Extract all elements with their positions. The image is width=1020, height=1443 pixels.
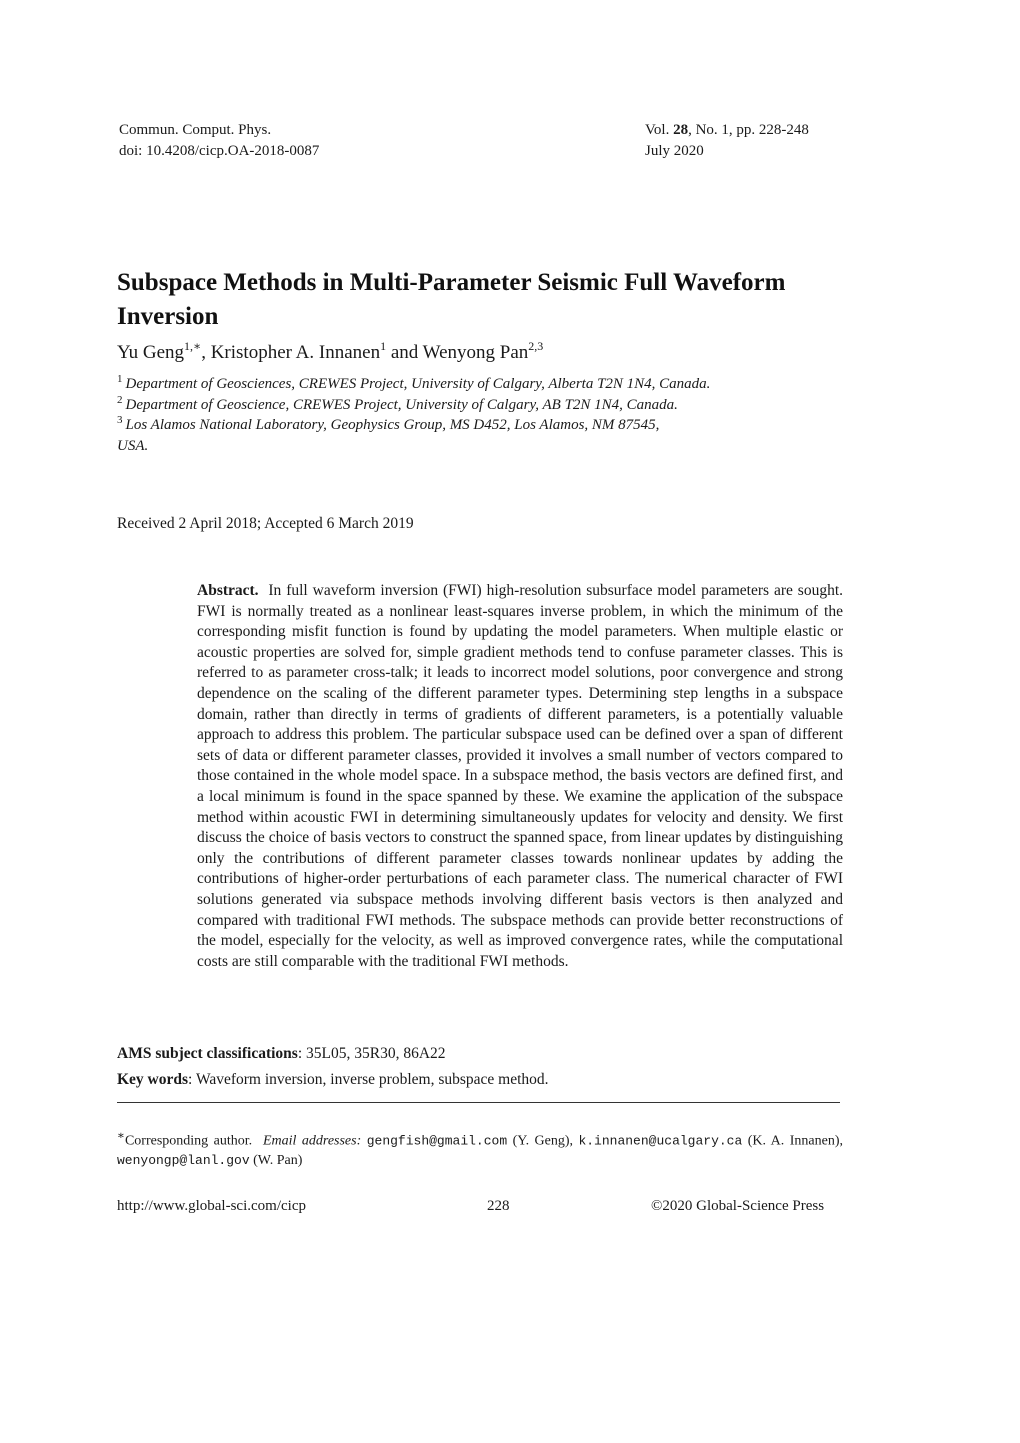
footnote: ∗Corresponding author. Email addresses: gengfish@gmail.com (Y. Geng), k.innanen@ucalgary.ca (K. A. Innanen), wenyongp@lanl.gov (W. Pan) bbox=[117, 1129, 843, 1168]
ams-classifications: AMS subject classifications: 35L05, 35R30, 86A22 bbox=[117, 1045, 446, 1062]
email-link[interactable]: wenyongp@lanl.gov bbox=[117, 1152, 250, 1168]
email-label: Email addresses: bbox=[263, 1133, 362, 1149]
doi: doi: 10.4208/cicp.OA-2018-0087 bbox=[119, 143, 320, 159]
affiliation: $^1$ Department of Geosciences, CREWES Project, University of Calgary, Alberta T2N 1N4, Canada. bbox=[117, 373, 711, 392]
received-dates: Received 2 April 2018; Accepted 6 March 2019 bbox=[117, 515, 414, 532]
journal-url[interactable]: http://www.global-sci.com/cicp bbox=[117, 1198, 306, 1214]
affiliations bbox=[117, 374, 717, 456]
footnote-divider bbox=[117, 1102, 840, 1103]
affiliation: $^2$ Department of Geoscience, CREWES Project, University of Calgary, AB T2N 1N4, Canada. bbox=[117, 393, 678, 413]
email-link[interactable]: gengfish@gmail.com bbox=[366, 1133, 508, 1149]
author-name: Wenyong Pan bbox=[422, 342, 529, 363]
author-affiliation-mark: 2,3 bbox=[528, 339, 544, 353]
issue-date: July 2020 bbox=[645, 143, 704, 159]
abstract bbox=[197, 581, 843, 972]
author-affiliation-mark: 1,∗ bbox=[184, 339, 202, 353]
author-name: Yu Geng bbox=[117, 342, 185, 363]
keywords: Key words: Waveform inversion, inverse problem, subspace method. bbox=[117, 1071, 549, 1088]
author-list: Yu Geng$^{1,∗}$, Kristopher A. Innanen$^1$ and Wenyong Pan$^{2,3}$ bbox=[117, 339, 544, 363]
author-affiliation-mark: 1 bbox=[380, 339, 387, 353]
paper-title: Subspace Methods in Multi-Parameter Seismic Full Waveform Inversion bbox=[117, 269, 786, 330]
volume-info: Vol. 28, No. 1, pp. 228-248 bbox=[645, 122, 809, 138]
author-name: Kristopher A. Innanen bbox=[210, 342, 381, 363]
abstract-label: Abstract. bbox=[197, 582, 259, 599]
journal-name: Commun. Comput. Phys. bbox=[119, 122, 272, 138]
page-number: 228 bbox=[487, 1198, 510, 1214]
email-link[interactable]: k.innanen@ucalgary.ca bbox=[578, 1133, 743, 1149]
journal-header-left bbox=[119, 120, 319, 162]
volume-number: 28 bbox=[673, 122, 689, 138]
journal-header-right bbox=[645, 120, 809, 162]
copyright: ©2020 Global-Science Press bbox=[651, 1198, 825, 1214]
abstract-text: In full waveform inversion (FWI) high-resolution subsurface model parameters are sought. FWI is normally treated as a nonlinear least-squares inverse problem, in which the minimum of the corresponding misfit function is found by updating the model parameters. When multiple elastic or acoustic properties are solved for, simple gradient methods tend to confuse parameter classes. This is referred to as parameter cross-talk; it leads to incorrect model solutions, poor convergence and strong dependence on the scaling of the different parameter types. Determining step lengths in a subspace domain, rather than directly in terms of gradients of different parameters, is a potentially valuable approach to address this problem. The particular subspace used can be defined over a span of different sets of data or different parameter classes, provided it involves a small number of vectors compared to those contained in the whole model space. In a subspace method, the basis vectors are defined first, and a local minimum is found in the space spanned by these. We examine the application of the subspace method within acoustic FWI in determining simultaneously updates for velocity and density. We first discuss the choice of basis vectors to construct the spanned space, from linear updates by distinguishing only the contributions of different parameter classes towards nonlinear updates by adding the contributions of higher-order perturbations of each parameter class. The numerical character of FWI solutions generated via subspace methods involving different basis vectors is then analyzed and compared with traditional FWI methods. The subspace methods can provide better reconstructions of the model, especially for the velocity, as well as improved convergence rates, while the computational costs are still comparable with the traditional FWI methods. bbox=[197, 582, 844, 970]
affiliation: $^3$ Los Alamos National Laboratory, Geophysics Group, MS D452, Los Alamos, NM 87545, USA. bbox=[117, 414, 660, 454]
